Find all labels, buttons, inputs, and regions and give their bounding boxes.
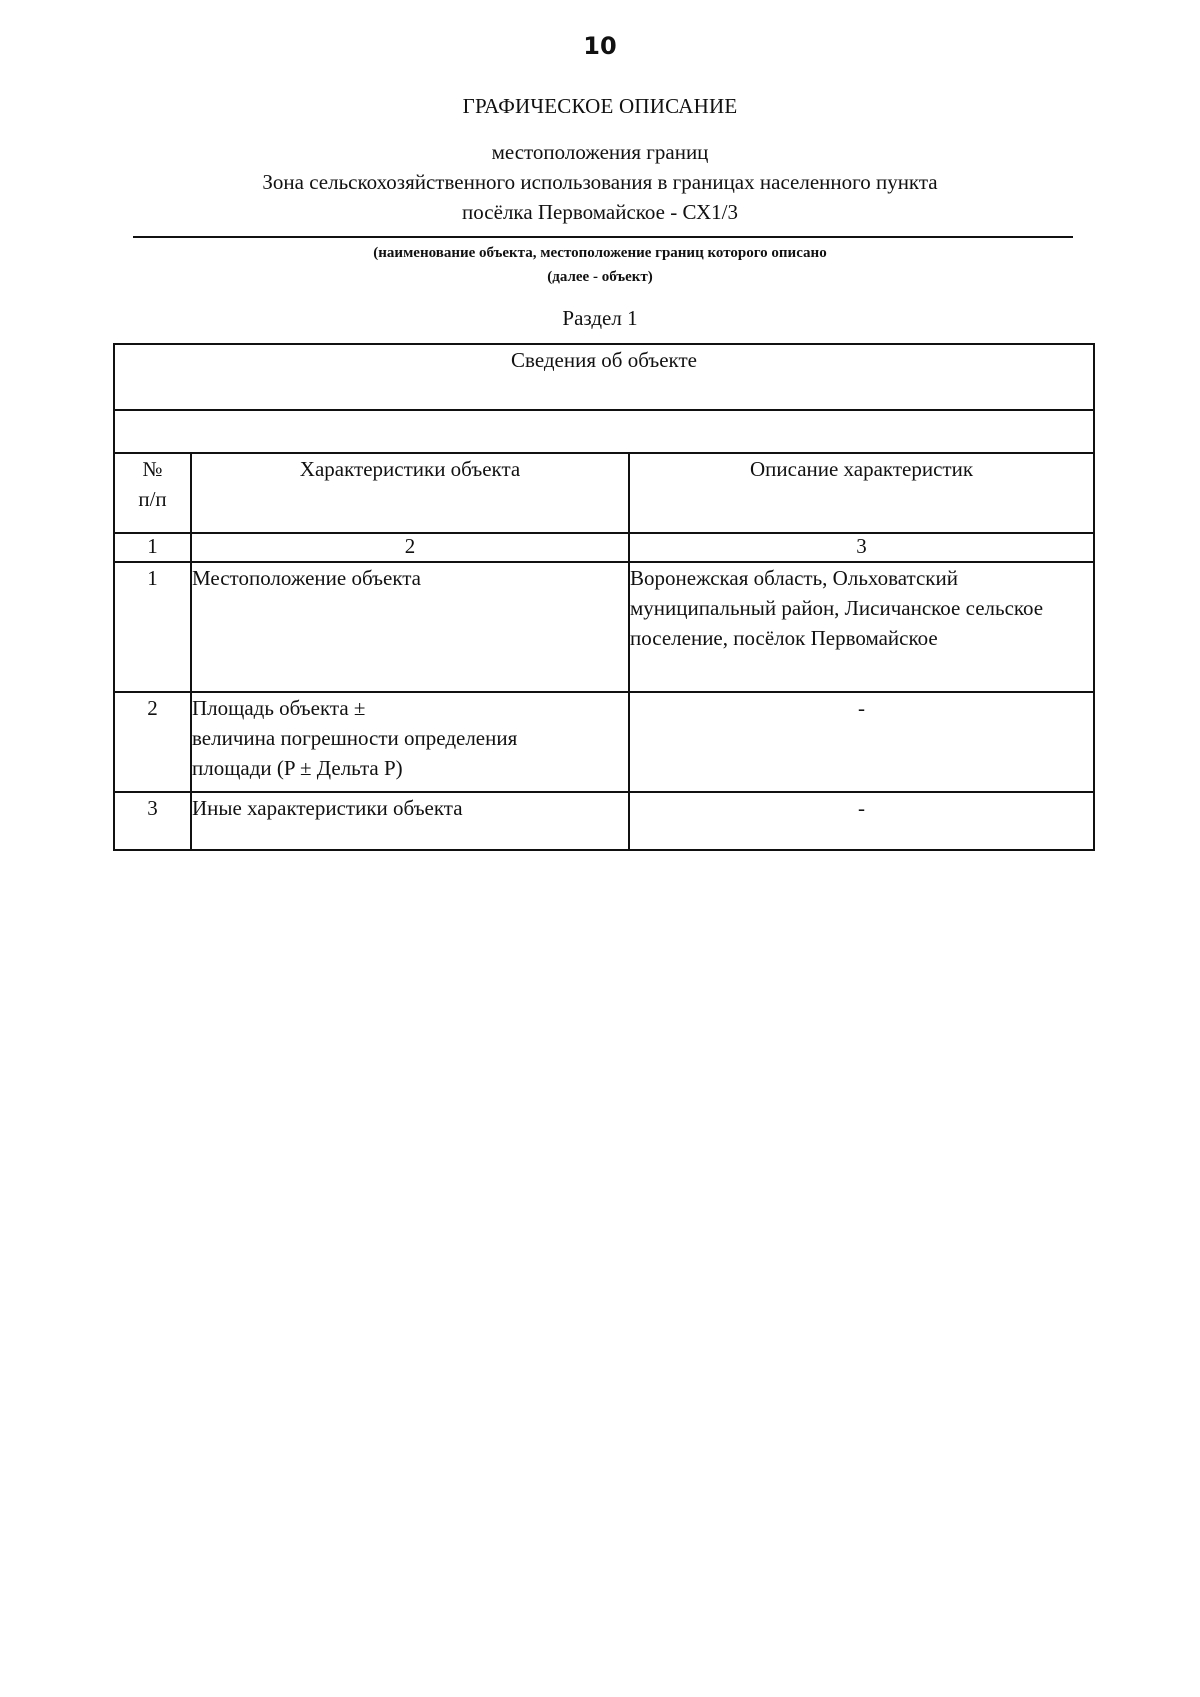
subtitle-line: Зона сельскохозяйственного использования в границах населенного пункта [262,170,938,194]
table-header-row [114,453,1094,533]
title-underline [133,236,1073,238]
subtitle-line: местоположения границ [491,140,709,164]
page-number: 10 [583,32,617,60]
table-empty-row [114,410,1094,453]
row-number: 3 [114,792,191,850]
column-numbers-row [114,533,1094,562]
header-characteristics: Характеристики объекта [191,453,629,533]
characteristic-line: площади (P ± Дельта P) [192,756,403,780]
row-description: - [629,692,1094,792]
header-number-line2: п/п [138,487,167,511]
header-number-line1: № [142,457,163,481]
column-number: 2 [191,533,629,562]
characteristic-line: Площадь объекта ± [192,696,366,720]
object-caption-line: (наименование объекта, местоположение границ которого описано [373,245,827,261]
table-row [114,562,1094,692]
table-row [114,692,1094,792]
object-caption-line: (далее - объект) [547,269,653,285]
object-info-table [113,343,1095,851]
subtitle-line: посёлка Первомайское - СХ1/3 [462,200,738,224]
table-caption: Сведения об объекте [114,344,1094,410]
header-description: Описание характеристик [629,453,1094,533]
header-number [114,453,191,533]
row-characteristic: Местоположение объекта [191,562,629,692]
section-label: Раздел 1 [562,306,638,330]
column-number: 1 [114,533,191,562]
row-description: - [629,792,1094,850]
document-title: ГРАФИЧЕСКОЕ ОПИСАНИЕ [462,94,738,118]
row-number: 1 [114,562,191,692]
empty-cell [114,410,1094,453]
table-row [114,792,1094,850]
row-number: 2 [114,692,191,792]
column-number: 3 [629,533,1094,562]
row-description: Воронежская область, Ольховатский муниципальный район, Лисичанское сельское поселение, посёлок Первомайское [629,562,1094,692]
table-caption-row [114,344,1094,410]
characteristic-line: величина погрешности определения [192,726,518,750]
row-characteristic [191,692,629,792]
row-characteristic: Иные характеристики объекта [191,792,629,850]
